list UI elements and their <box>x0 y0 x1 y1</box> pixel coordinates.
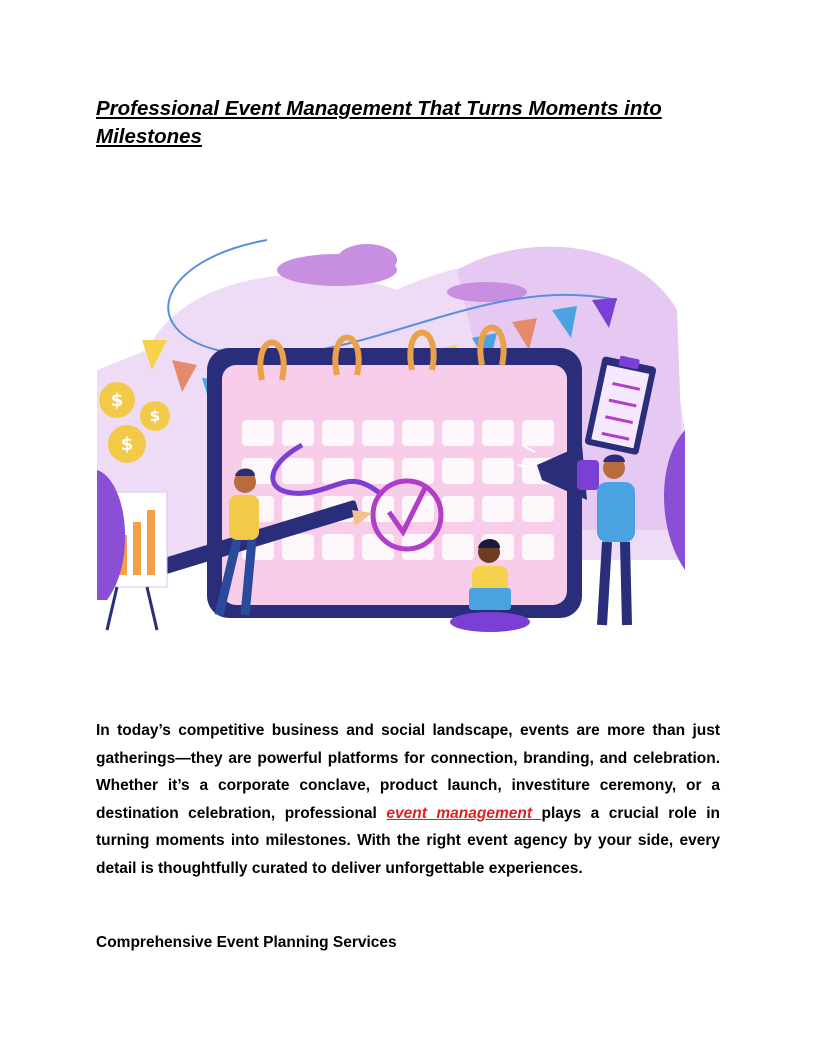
intro-text-before-link: In today’s competitive business and social landscape, events are more than just gatherings—they are powerful platforms for connection, branding, and celebration. Whether it’s a corporate conclave, product launch, investiture ceremony, or a destination celebration, professional <box>96 722 720 822</box>
svg-text:$: $ <box>120 434 134 455</box>
svg-text:$: $ <box>110 390 124 411</box>
cloud <box>337 244 397 276</box>
event-planning-calendar-illustration <box>97 230 685 640</box>
page-title: Professional Event Management That Turns Moments into Milestones <box>96 97 662 148</box>
section-heading: Comprehensive Event Planning Services <box>96 934 397 951</box>
intro-paragraph <box>96 717 720 883</box>
svg-text:$: $ <box>149 407 161 425</box>
intro-text-after-link: plays a crucial role in turning moments into milestones. With the right event agency by your side, every detail is thoughtfully curated to deliver unforgettable experiences. <box>96 804 720 877</box>
event-management-link[interactable]: event management <box>386 804 542 822</box>
